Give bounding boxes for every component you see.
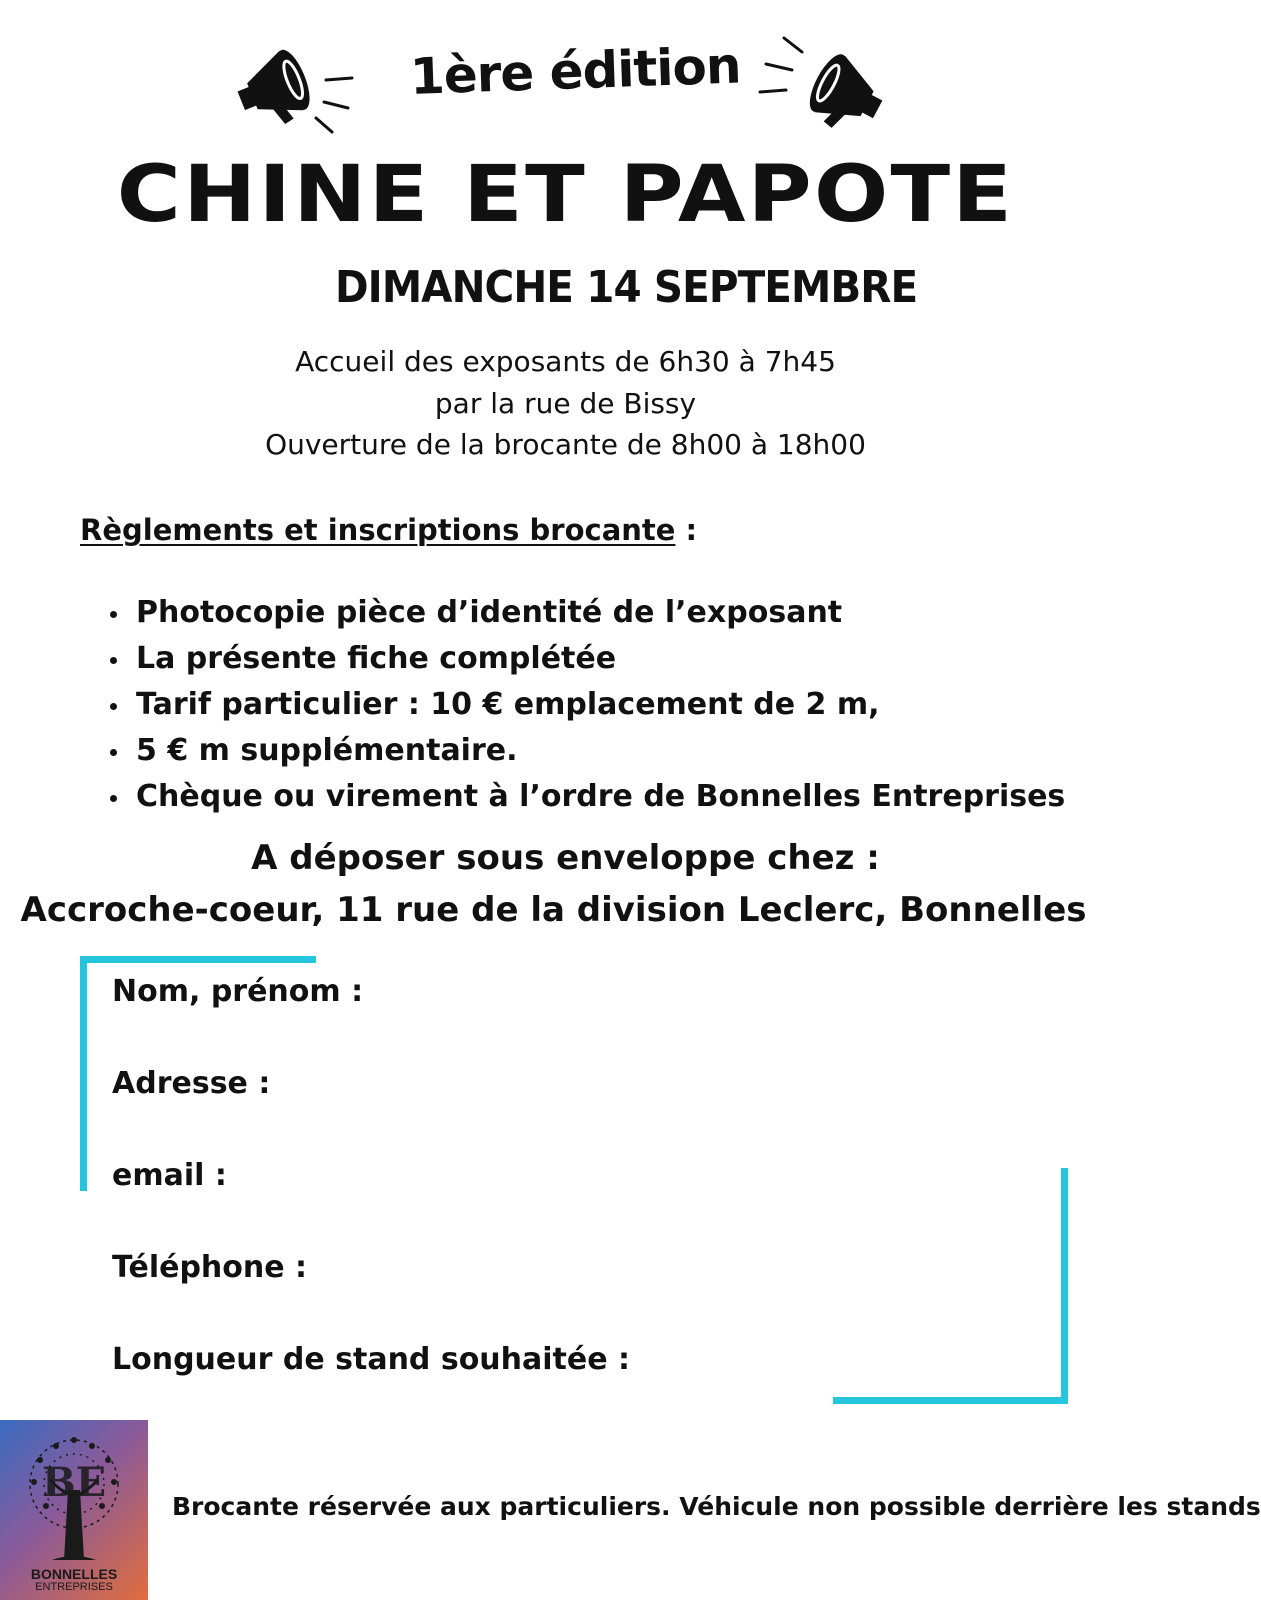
info-exhibitor-arrival: Accueil des exposants de 6h30 à 7h45 bbox=[295, 345, 836, 378]
bracket-top-left-horizontal bbox=[80, 956, 316, 963]
megaphone-icon-right bbox=[752, 30, 892, 145]
bracket-bottom-right-horizontal bbox=[833, 1397, 1068, 1404]
bracket-bottom-right-vertical bbox=[1061, 1168, 1068, 1404]
bonnelles-entreprises-logo bbox=[0, 1420, 148, 1600]
edition-label: 1ère édition bbox=[408, 36, 742, 106]
event-title: CHINE ET PAPOTE bbox=[116, 150, 1015, 240]
list-item: Chèque ou virement à l’ordre de Bonnelles Entreprises bbox=[108, 774, 1065, 820]
bracket-top-left-vertical bbox=[80, 956, 87, 1191]
phone-field-label: Téléphone : bbox=[112, 1250, 308, 1285]
footer-notice: Brocante réservée aux particuliers. Véhicule non possible derrière les stands bbox=[172, 1492, 1261, 1521]
stand-length-field-label: Longueur de stand souhaitée : bbox=[112, 1342, 631, 1377]
logo-text-line2: ENTREPRISES bbox=[35, 1581, 113, 1593]
rules-heading-text: Règlements et inscriptions brocante bbox=[80, 513, 676, 547]
name-field-label: Nom, prénom : bbox=[112, 974, 364, 1009]
event-date: DIMANCHE 14 SEPTEMBRE bbox=[335, 262, 918, 313]
megaphone-icon-left bbox=[228, 28, 358, 138]
requirements-list bbox=[108, 590, 1065, 820]
list-item: Photocopie pièce d’identité de l’exposant bbox=[108, 590, 1065, 636]
deposit-heading: A déposer sous enveloppe chez : bbox=[251, 838, 880, 878]
info-opening-hours: Ouverture de la brocante de 8h00 à 18h00 bbox=[265, 428, 866, 461]
address-field-label: Adresse : bbox=[112, 1066, 271, 1101]
email-field-label: email : bbox=[112, 1158, 227, 1193]
logo-text-line1: BONNELLES bbox=[30, 1566, 118, 1582]
info-access-street: par la rue de Bissy bbox=[434, 387, 697, 420]
deposit-address: Accroche-coeur, 11 rue de la division Leclerc, Bonnelles bbox=[20, 890, 1087, 930]
rules-heading-colon: : bbox=[675, 513, 698, 547]
list-item: Tarif particulier : 10 € emplacement de 2 m, bbox=[108, 682, 1065, 728]
svg-text:BE: BE bbox=[41, 1459, 107, 1506]
list-item: 5 € m supplémentaire. bbox=[108, 728, 1065, 774]
list-item: La présente fiche complétée bbox=[108, 636, 1065, 682]
rules-heading bbox=[80, 513, 697, 547]
